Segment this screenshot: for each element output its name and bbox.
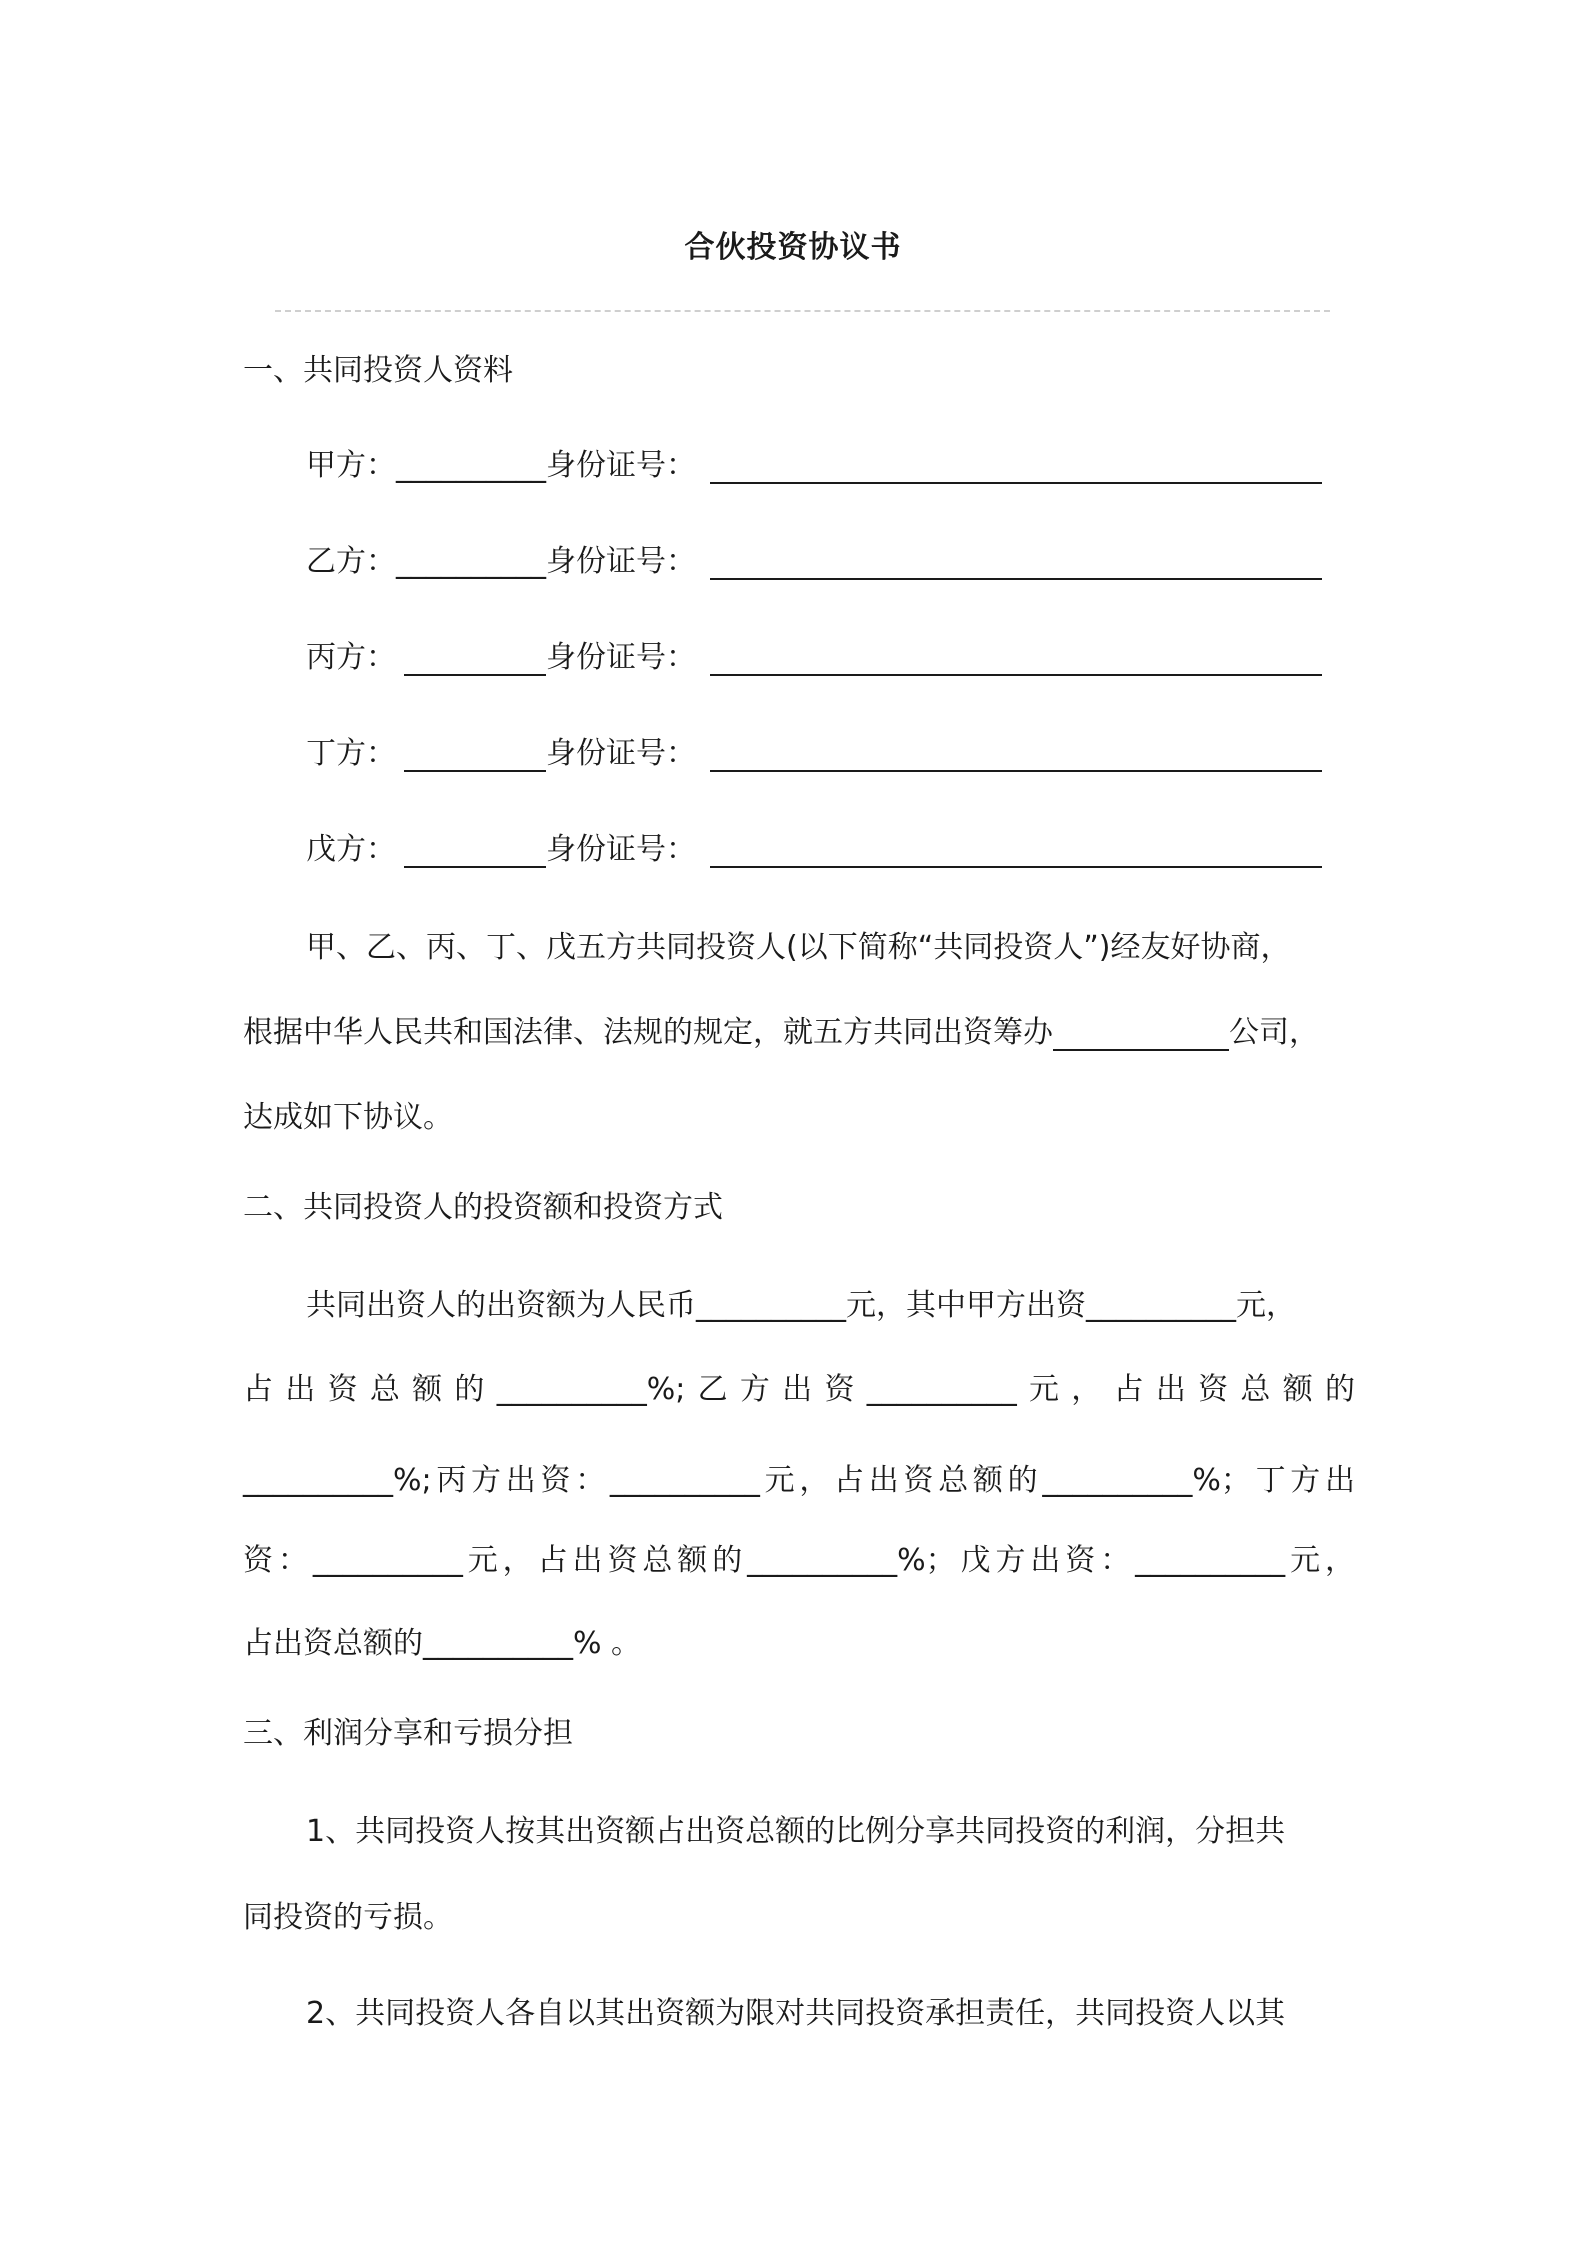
title-divider (275, 310, 1330, 312)
party-name-blank: __________ (396, 545, 546, 580)
investment-line5: 占出资总额的__________% 。 (243, 1626, 642, 1661)
id-label: 身份证号： (546, 544, 696, 579)
intro-paragraph-line1: 甲、乙、丙、丁、戊五方共同投资人(以下简称“共同投资人”)经友好协商， (306, 930, 1291, 965)
party-row-wu (306, 824, 1322, 867)
section3-heading: 三、利润分享和亏损分担 (243, 1716, 573, 1751)
party-name-field[interactable] (404, 638, 546, 676)
document-title: 合伙投资协议书 (684, 230, 902, 265)
intro-text-company: 公司， (1229, 1015, 1319, 1050)
party-name: 丙方： (306, 640, 396, 675)
id-label: 身份证号： (546, 832, 696, 867)
party-name: 乙方： (306, 544, 396, 579)
party-name: 丁方： (306, 736, 396, 771)
id-number-field[interactable] (710, 638, 1322, 676)
party-row-bing (306, 632, 1322, 675)
party-name-blank: __________ (396, 449, 546, 484)
id-number-field[interactable] (710, 446, 1322, 484)
investment-line4: 资：__________元，占出资总额的__________%；戊方出资：__________元， (243, 1543, 1355, 1578)
id-number-field[interactable] (710, 830, 1322, 868)
intro-paragraph-line3: 达成如下协议。 (243, 1100, 453, 1135)
investment-line1: 共同出资人的出资额为人民币__________元，其中甲方出资__________元， (306, 1288, 1296, 1323)
id-number-field[interactable] (710, 734, 1322, 772)
id-label: 身份证号： (546, 640, 696, 675)
party-row-jia (306, 440, 1322, 484)
clause2-line1: 2、共同投资人各自以其出资额为限对共同投资承担责任，共同投资人以其 (306, 1996, 1286, 2031)
clause1-line2: 同投资的亏损。 (243, 1900, 453, 1935)
intro-text: 根据中华人民共和国法律、法规的规定，就五方共同出资筹办 (243, 1015, 1053, 1050)
investment-line3: __________%;丙方出资：__________元，占出资总额的__________%；丁方出 (243, 1463, 1355, 1498)
id-label: 身份证号： (546, 736, 696, 771)
id-number-field[interactable] (710, 542, 1322, 580)
section2-heading: 二、共同投资人的投资额和投资方式 (243, 1190, 723, 1225)
id-label: 身份证号： (546, 448, 696, 483)
party-name-field[interactable] (404, 734, 546, 772)
investment-line2: 占出资总额的__________%;乙方出资__________元，占出资总额的 (243, 1372, 1355, 1407)
party-name: 甲方： (306, 448, 396, 483)
intro-paragraph-line2 (243, 1007, 1319, 1051)
section1-heading: 一、共同投资人资料 (243, 353, 513, 388)
company-name-field[interactable] (1053, 1015, 1229, 1051)
party-row-ding (306, 728, 1322, 771)
clause1-line1: 1、共同投资人按其出资额占出资总额的比例分享共同投资的利润，分担共 (306, 1814, 1286, 1849)
party-name: 戊方： (306, 832, 396, 867)
party-row-yi (306, 536, 1322, 580)
party-name-field[interactable] (404, 830, 546, 868)
